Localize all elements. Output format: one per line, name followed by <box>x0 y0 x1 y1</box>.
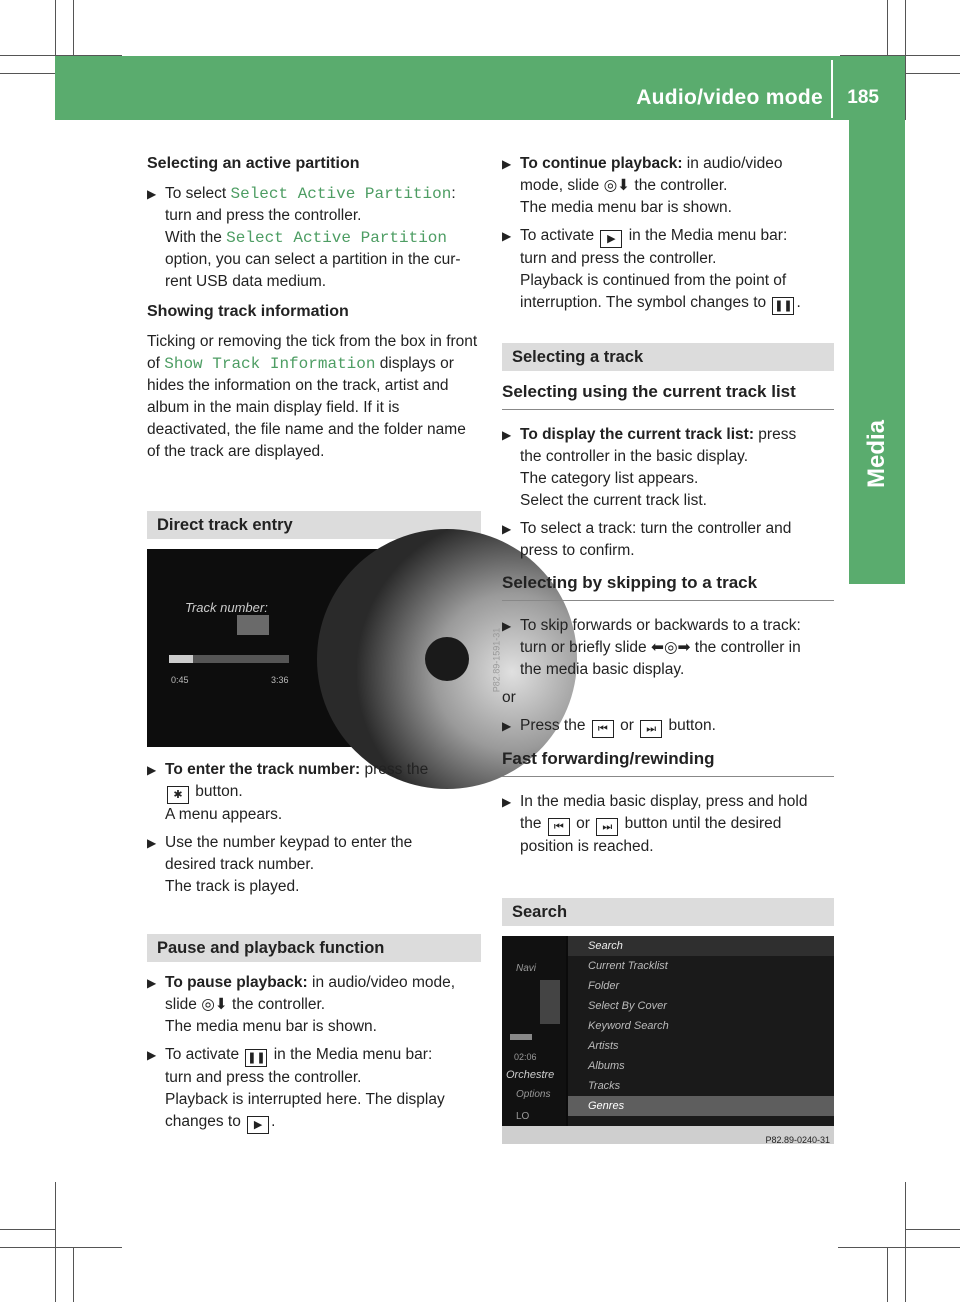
step-text: the controller in the basic display. <box>520 448 749 465</box>
arrow-icon: ▶ <box>147 976 157 990</box>
step-text: The media menu bar is shown. <box>520 199 732 216</box>
controller-slide-down-icon: ◎⬇ <box>201 996 228 1013</box>
left-panel-item: LO <box>516 1111 530 1122</box>
left-panel-item: Navi <box>516 963 537 974</box>
step-text: the controller in <box>690 639 801 656</box>
left-column <box>147 153 502 1140</box>
step-text: turn or briefly slide <box>520 639 651 656</box>
figure-search-menu <box>502 936 834 1144</box>
step-bold: To continue playback: <box>520 155 683 172</box>
arrow-icon: ▶ <box>502 428 512 442</box>
pause-key-icon: ❚❚ <box>772 297 794 315</box>
step-text: turn and press the controller. <box>165 1069 362 1086</box>
step-activate-play <box>502 225 834 315</box>
step-select-track <box>502 518 834 562</box>
arrow-icon: ▶ <box>502 157 512 171</box>
arrow-icon: ▶ <box>502 522 512 536</box>
search-menu-list <box>568 936 834 1126</box>
step-text: . <box>271 1113 276 1130</box>
step-text: With the <box>165 229 227 246</box>
step-text: press the <box>360 761 429 778</box>
crop-mark <box>0 73 55 74</box>
step-text: the media basic display. <box>520 661 685 678</box>
step-display-track-list <box>502 424 834 512</box>
step-text: or <box>571 815 595 832</box>
step-text: The category list appears. <box>520 470 699 487</box>
step-text: The track is played. <box>165 878 300 895</box>
step-bold: To display the current track list: <box>520 426 754 443</box>
arrow-icon: ▶ <box>502 229 512 243</box>
arrow-icon: ▶ <box>502 795 512 809</box>
or-text: or <box>502 689 516 706</box>
arrow-icon: ▶ <box>147 836 157 850</box>
play-key-icon: ▶ <box>247 1116 269 1134</box>
arrow-icon: ▶ <box>147 763 157 777</box>
step-text: in the Media menu bar: <box>269 1046 433 1063</box>
step-text: option, you can select a partition in the cur-rent USB data medium. <box>165 251 461 290</box>
previous-key-icon: ⏮ <box>548 818 570 836</box>
heading-track-info: Showing track information <box>147 303 349 320</box>
heading-current-track-list: Selecting using the current track list <box>502 381 834 410</box>
step-text: press <box>754 426 797 443</box>
menu-item-select-active-partition: Select Active Partition <box>230 185 452 203</box>
heading-fast-forward: Fast forwarding/rewinding <box>502 748 834 777</box>
step-text: Playback is interrupted here. The display <box>165 1091 445 1108</box>
section-pause-playback: Pause and playback function <box>147 934 481 962</box>
step-text: Playback is continued from the point of <box>520 272 787 289</box>
step-text: Select the current track list. <box>520 492 707 509</box>
step-text: button until the desired <box>620 815 782 832</box>
step-text: To select <box>165 185 231 202</box>
chapter-tab-label: Media <box>863 419 890 489</box>
step-text: in audio/video <box>682 155 783 172</box>
crop-mark <box>905 1229 960 1230</box>
search-menu-item-albums[interactable]: Albums <box>588 1060 625 1072</box>
step-text: changes to <box>165 1113 246 1130</box>
step-text: : <box>451 185 456 202</box>
crop-mark <box>0 1229 55 1230</box>
search-menu-item-search[interactable]: Search <box>568 936 834 956</box>
step-text: interruption. The symbol changes to <box>520 294 771 311</box>
controller-slide-down-icon: ◎⬇ <box>603 177 631 194</box>
left-panel-item: 02:06 <box>514 1052 537 1062</box>
crop-mark <box>887 1247 888 1302</box>
step-text: press to confirm. <box>520 542 635 559</box>
step-text: button. <box>664 717 716 734</box>
page-number: 185 <box>847 87 879 108</box>
heading-skipping: Selecting by skipping to a track <box>502 572 834 601</box>
time-end: 3:36 <box>271 675 289 685</box>
step-text: the controller. <box>227 996 326 1013</box>
step-text: position is reached. <box>520 838 654 855</box>
step-text: To activate <box>165 1046 244 1063</box>
figure-caption-bar <box>502 1126 834 1144</box>
previous-key-icon: ⏮ <box>592 720 614 738</box>
step-text: turn and press the controller. <box>165 207 362 224</box>
paragraph-text: displays or hides the information on the track, artist and album in the main display field. If it is deactivated, the file name and the folder name of the track are displayed. <box>147 355 466 460</box>
search-menu-item-keyword-search[interactable]: Keyword Search <box>588 1020 669 1032</box>
step-text: in audio/video mode, <box>307 974 456 991</box>
step-text: button. <box>191 783 243 800</box>
search-left-panel <box>502 936 566 1126</box>
arrow-icon: ▶ <box>147 187 157 201</box>
step-fast-forward <box>502 791 834 858</box>
step-use-keypad <box>147 832 481 898</box>
step-text: To skip forwards or backwards to a track: <box>520 617 801 634</box>
crop-mark <box>887 0 888 55</box>
figure-track-number <box>147 549 502 747</box>
step-bold: To pause playback: <box>165 974 308 991</box>
pause-key-icon: ❚❚ <box>245 1049 267 1067</box>
step-text: turn and press the controller. <box>520 250 717 267</box>
section-selecting-track: Selecting a track <box>502 343 834 371</box>
track-number-label: Track number: <box>185 600 268 615</box>
search-menu-item-artists[interactable]: Artists <box>588 1040 619 1052</box>
step-text: Use the number keypad to enter the <box>165 834 413 851</box>
crop-mark <box>73 1247 74 1302</box>
step-press-skip-button <box>502 715 834 738</box>
search-menu-item-current-tracklist[interactable]: Current Tracklist <box>588 960 668 972</box>
left-panel-progress <box>510 1034 532 1040</box>
step-text: To select a track: turn the controller and <box>520 520 792 537</box>
figure-code: P82.89-0240-31 <box>765 1135 830 1145</box>
search-menu-item-folder[interactable]: Folder <box>588 980 620 992</box>
step-text: . <box>796 294 801 311</box>
step-bold: To enter the track number: <box>165 761 361 778</box>
step-text: the <box>520 815 546 832</box>
step-text: A menu appears. <box>165 806 283 823</box>
step-text: or <box>615 717 639 734</box>
crop-mark <box>838 1247 960 1248</box>
next-key-icon: ⏭ <box>596 818 618 836</box>
step-enter-track-number <box>147 759 481 826</box>
step-text: in the Media menu bar: <box>624 227 788 244</box>
crop-mark <box>905 1182 906 1302</box>
arrow-icon: ▶ <box>147 1048 157 1062</box>
paragraph-track-info <box>147 331 481 463</box>
crop-mark <box>55 1182 56 1302</box>
header-separator <box>831 60 833 118</box>
search-menu-item-genres[interactable]: Genres <box>568 1096 834 1116</box>
star-key-icon: ✱ <box>167 786 189 804</box>
menu-item-show-track-information: Show Track Information <box>164 355 376 373</box>
arrow-icon: ▶ <box>502 619 512 633</box>
step-text: The media menu bar is shown. <box>165 1018 377 1035</box>
header-title: Audio/video mode <box>636 86 823 109</box>
crop-mark <box>905 73 960 74</box>
step-text: Press the <box>520 717 590 734</box>
track-number-display <box>147 549 481 747</box>
step-text: To activate <box>520 227 599 244</box>
next-key-icon: ⏭ <box>640 720 662 738</box>
step-text: mode, slide <box>520 177 604 194</box>
left-panel-item: Orchestre <box>506 1069 555 1081</box>
heading-active-partition: Selecting an active partition <box>147 155 360 172</box>
step-text: slide <box>165 996 202 1013</box>
controller-slide-left-right-icon: ⬅◎➡ <box>650 639 691 656</box>
left-panel-item: Options <box>516 1089 551 1100</box>
crop-mark <box>905 0 906 120</box>
search-menu-item-select-by-cover[interactable]: Select By Cover <box>588 1000 667 1012</box>
step-text: the controller. <box>630 177 728 194</box>
step-pause-playback <box>147 972 481 1038</box>
step-text: desired track number. <box>165 856 315 873</box>
crop-mark <box>0 1247 122 1248</box>
arrow-icon: ▶ <box>502 719 512 733</box>
section-direct-track-entry: Direct track entry <box>147 511 481 539</box>
play-key-icon: ▶ <box>600 230 622 248</box>
menu-item-select-active-partition: Select Active Partition <box>226 229 448 247</box>
step-select-partition <box>147 183 481 293</box>
step-skip-track <box>502 615 834 681</box>
right-column <box>502 153 834 1144</box>
step-activate-pause <box>147 1044 481 1134</box>
section-search: Search <box>502 898 834 926</box>
search-menu-item-tracks[interactable]: Tracks <box>588 1080 621 1092</box>
left-panel-bar <box>540 980 560 1024</box>
time-start: 0:45 <box>171 675 189 685</box>
chapter-tab <box>849 120 905 584</box>
crop-mark <box>73 0 74 55</box>
step-continue-playback <box>502 153 834 219</box>
paragraph-text: Ticking or removing the tick from the box in front of <box>147 333 478 372</box>
step-text: In the media basic display, press and hold <box>520 793 808 810</box>
figure-code: P82.89-1591-31 <box>491 627 502 693</box>
page-header <box>55 56 905 120</box>
